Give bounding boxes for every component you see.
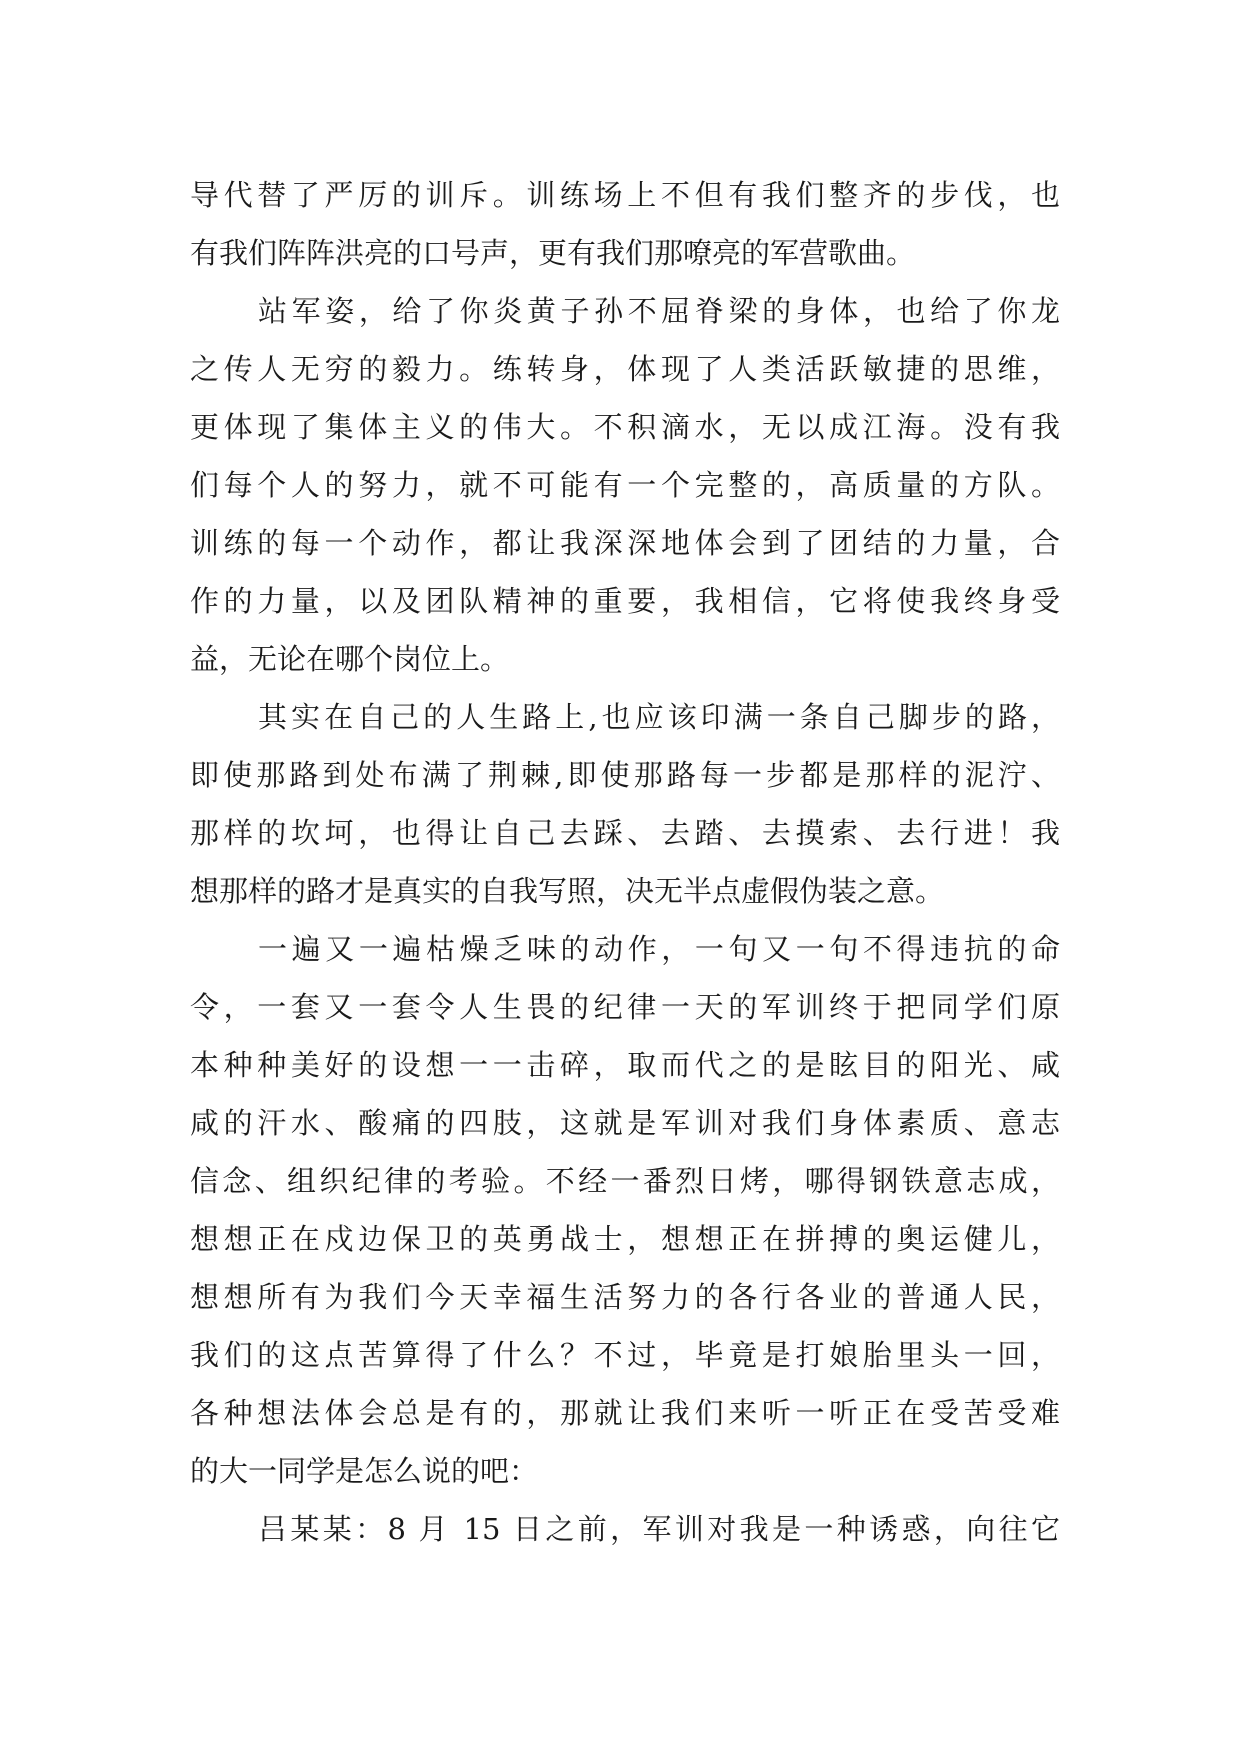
text-line: 之传人无穷的毅力。练转身，体现了人类活跃敏捷的思维， [190, 352, 1060, 386]
text-line: 那样的坎坷，也得让自己去踩、去踏、去摸索、去行进！我 [190, 816, 1060, 850]
text-line: 更体现了集体主义的伟大。不积滴水，无以成江海。没有我 [190, 410, 1060, 444]
text-line: 我们的这点苦算得了什么？不过，毕竟是打娘胎里头一回， [190, 1338, 1060, 1372]
text-line: 令，一套又一套令人生畏的纪律一天的军训终于把同学们原 [190, 990, 1060, 1024]
text-line: 站军姿，给了你炎黄子孙不屈脊梁的身体，也给了你龙 [258, 294, 1060, 328]
text-line: 信念、组织纪律的考验。不经一番烈日烤，哪得钢铁意志成， [190, 1164, 1060, 1198]
text-line: 各种想法体会总是有的，那就让我们来听一听正在受苦受难 [190, 1396, 1060, 1430]
document-body [190, 166, 1060, 1558]
text-line: 想想正在戍边保卫的英勇战士，想想正在拼搏的奥运健儿， [190, 1222, 1060, 1256]
text-line: 咸的汗水、酸痛的四肢，这就是军训对我们身体素质、意志 [190, 1106, 1060, 1140]
text-line: 有我们阵阵洪亮的口号声，更有我们那嘹亮的军营歌曲。 [190, 236, 916, 270]
text-line: 本种种美好的设想一一击碎，取而代之的是眩目的阳光、咸 [190, 1048, 1060, 1082]
text-line: 即使那路到处布满了荆棘,即使那路每一步都是那样的泥泞、 [190, 758, 1060, 792]
text-line: 益，无论在哪个岗位上。 [190, 642, 510, 676]
text-line: 想那样的路才是真实的自我写照，决无半点虚假伪装之意。 [190, 874, 945, 908]
text-line: 一遍又一遍枯燥乏味的动作，一句又一句不得违抗的命 [258, 932, 1060, 966]
text-line: 导代替了严厉的训斥。训练场上不但有我们整齐的步伐，也 [190, 178, 1060, 212]
text-line: 想想所有为我们今天幸福生活努力的各行各业的普通人民， [190, 1280, 1060, 1314]
text-line: 作的力量，以及团队精神的重要，我相信，它将使我终身受 [190, 584, 1060, 618]
text-line: 其实在自己的人生路上,也应该印满一条自己脚步的路， [258, 700, 1060, 734]
text-line: 们每个人的努力，就不可能有一个完整的，高质量的方队。 [190, 468, 1060, 502]
text-line: 吕某某：8 月 15 日之前，军训对我是一种诱惑，向往它 [258, 1512, 1060, 1546]
text-line: 的大一同学是怎么说的吧： [190, 1454, 539, 1488]
text-line: 训练的每一个动作，都让我深深地体会到了团结的力量，合 [190, 526, 1060, 560]
